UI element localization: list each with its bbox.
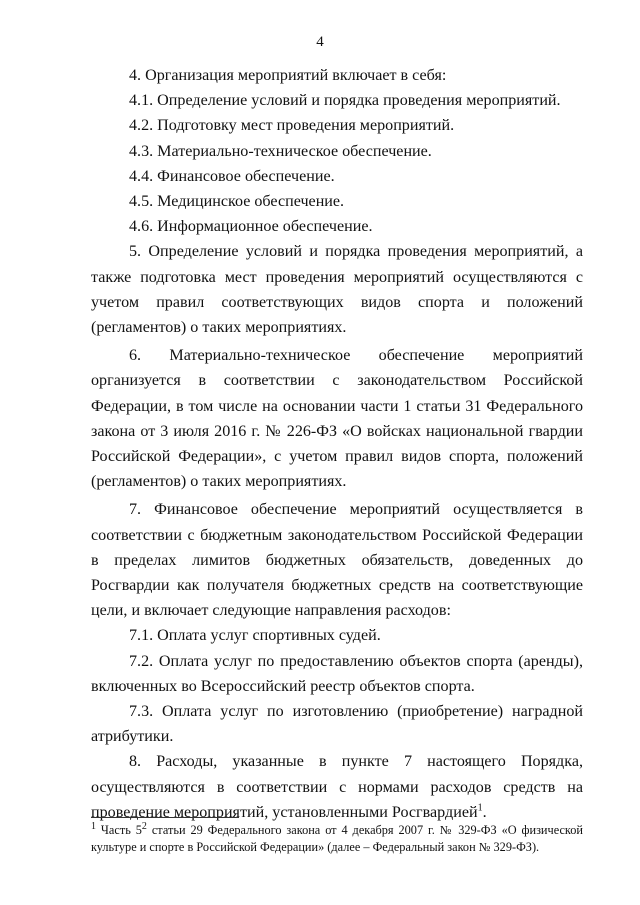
footnote-reference: 1	[477, 802, 483, 814]
paragraph-5: 5. Определение условий и порядка проведения мероприятий, а также подготовка мест проведения мероприятий осуществляются с учетом правил соответствующих видов спорта и положений (регламентов) о таких мероприятиях.	[91, 243, 583, 337]
page-number: 4	[316, 34, 324, 50]
paragraph-7-1: 7.1. Оплата услуг спортивных судей.	[129, 627, 381, 645]
paragraph-4-1: 4.1. Определение условий и порядка проведения мероприятий.	[129, 92, 561, 110]
footnote-divider	[91, 817, 239, 818]
paragraph-4-6: 4.6. Информационное обеспечение.	[129, 218, 373, 236]
footnote	[91, 822, 583, 856]
paragraph-7-3: 7.3. Оплата услуг по изготовлению (приобретение) наградной атрибутики.	[91, 703, 583, 746]
paragraph-8-text: 8. Расходы, указанные в пункте 7 настоящего Порядка, осуществляются в соответствии с нормами расходов средств на проведение мероприятий, установленными Росгвардией	[91, 753, 583, 821]
footnote-text-after: статьи 29 Федерального закона от 4 декабря 2007 г. № 329-ФЗ «О физической культуре и спорте в Российской Федерации» (далее – Федеральный закон № 329-ФЗ).	[91, 823, 583, 854]
footnote-superscript: 2	[141, 820, 147, 832]
paragraph-8-period: .	[482, 803, 487, 821]
paragraph-6: 6. Материально-техническое обеспечение мероприятий организуется в соответствии с законодательством Российской Федерации, в том числе на основании части 1 статьи 31 Федерального закона от 3 июля 2016 г. № 226-ФЗ «О войсках национальной гвардии Российской Федерации», с учетом правил видов спорта, положений (регламентов) о таких мероприятиях.	[91, 347, 583, 491]
footnote-text-before: Часть 5	[96, 823, 142, 837]
paragraph-4-2: 4.2. Подготовку мест проведения мероприятий.	[129, 117, 455, 135]
footnote-mark: 1	[91, 820, 96, 832]
paragraph-4: 4. Организация мероприятий включает в себя:	[129, 67, 447, 84]
paragraph-7: 7. Финансовое обеспечение мероприятий осуществляется в соответствии с бюджетным законодательством Российской Федерации в пределах лимитов бюджетных обязательств, доведенных до Росгвардии как получателя бюджетных средств на соответствующие цели, и включает следующие направления расходов:	[91, 501, 583, 620]
paragraph-4-5: 4.5. Медицинское обеспечение.	[129, 193, 345, 211]
paragraph-4-3: 4.3. Материально-техническое обеспечение.	[129, 142, 432, 160]
document-body	[91, 63, 583, 825]
paragraph-7-2: 7.2. Оплата услуг по предоставлению объектов спорта (аренды), включенных во Всероссийский реестр объектов спорта.	[91, 652, 583, 695]
paragraph-8	[91, 749, 583, 825]
paragraph-4-4: 4.4. Финансовое обеспечение.	[129, 167, 335, 185]
